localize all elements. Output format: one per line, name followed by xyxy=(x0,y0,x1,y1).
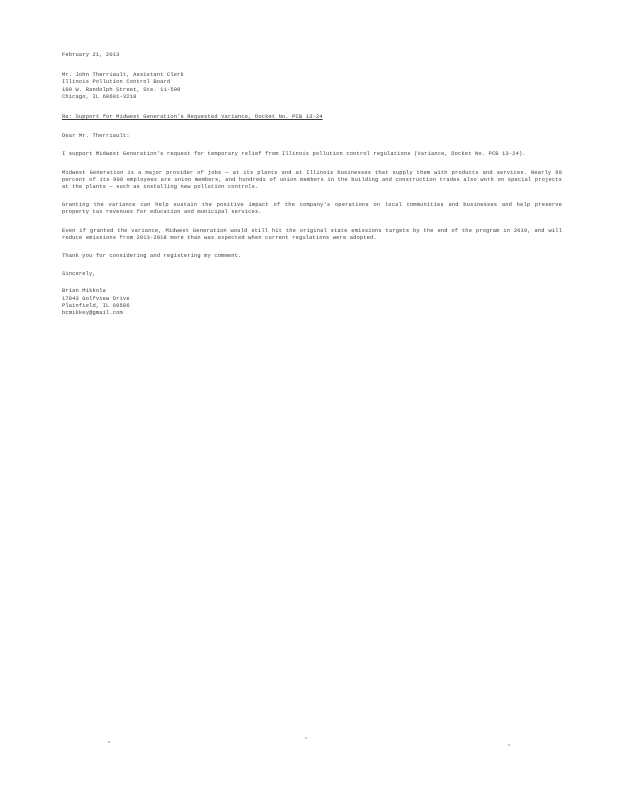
letter-date: February 21, 2013 xyxy=(62,52,120,58)
closing: Sincerely, xyxy=(62,271,96,278)
signature-street: 17843 Golfview Drive xyxy=(62,295,130,302)
letter-body xyxy=(62,52,562,317)
paragraph: Midwest Generation is a major provider of jobs — at its plants and at Illinois businesses that supply them with products and services. Nearly 60 percent of its 900 employees are union members, and hundreds of union members in the building and construction trades also work on special projects at the plants — such as installing new pollution controls. xyxy=(62,169,562,191)
salutation: Dear Mr. Therriault: xyxy=(62,133,130,140)
recipient-line: 100 W. Randolph Street, Ste. 11-500 xyxy=(62,86,181,93)
scan-artifact xyxy=(305,737,307,739)
paragraph: Granting the variance can help sustain the positive impact of the company's operations on local communities and businesses and help preserve property tax revenues for education and municipal services. xyxy=(62,202,562,216)
signature-city: Plainfield, IL 60586 xyxy=(62,302,130,309)
signature-name: Brian Mikkola xyxy=(62,288,107,295)
recipient-address xyxy=(62,72,562,101)
subject-line: Re: Support for Midwest Generation's Requested Variance, Docket No. PCB 13-24 xyxy=(62,114,323,121)
scan-artifact xyxy=(508,744,510,746)
recipient-line: Mr. John Therriault, Assistant Clerk xyxy=(62,72,184,79)
paragraph: Even if granted the variance, Midwest Generation would still hit the original state emissions targets by the end of the program in 2019, and will reduce emissions from 2013-2018 more than was expected when current regulations were adopted. xyxy=(62,227,562,241)
paragraph: I support Midwest Generation's request for temporary relief from Illinois pollution control regulations (Variance, Docket No. PCB 13-24). xyxy=(62,151,526,158)
paragraph: Thank you for considering and registering my comment. xyxy=(62,253,242,260)
signature-email: bcmikkey@gmail.com xyxy=(62,310,123,317)
scan-artifact xyxy=(108,741,110,743)
recipient-line: Illinois Pollution Control Board xyxy=(62,79,171,86)
signature-block xyxy=(62,288,562,317)
recipient-line: Chicago, IL 60601-3218 xyxy=(62,93,137,100)
